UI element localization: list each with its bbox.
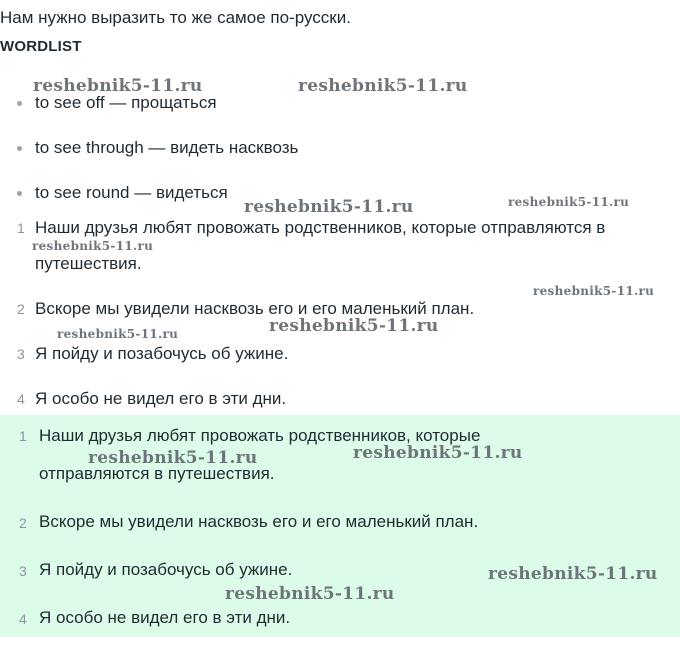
watermark: reshebnik5-11.ru — [508, 195, 630, 209]
watermark: reshebnik5-11.ru — [32, 239, 154, 253]
answer-number: 4 — [19, 611, 27, 627]
watermark: reshebnik5-11.ru — [225, 584, 395, 604]
exercise-number: 2 — [17, 301, 25, 317]
exercise-text: Вскоре мы увидели насквозь его и его маленький план. — [35, 299, 475, 318]
bullet-icon — [17, 146, 22, 151]
answer-number: 2 — [19, 515, 27, 531]
watermark: reshebnik5-11.ru — [488, 564, 658, 584]
answer-text: Я пойду и позабочусь об ужине. — [39, 560, 293, 579]
exercise-number: 1 — [17, 220, 25, 236]
watermark: reshebnik5-11.ru — [244, 197, 414, 217]
answer-number: 3 — [19, 563, 27, 579]
bullet-icon — [17, 101, 22, 106]
exercise-text: Наши друзья любят провожать родственников, которые отправляются в — [35, 218, 606, 237]
exercise-text: Я особо не видел его в эти дни. — [35, 389, 287, 408]
answer-text: отправляются в путешествия. — [39, 464, 275, 483]
watermark: reshebnik5-11.ru — [269, 316, 439, 336]
answer-text: Наши друзья любят провожать родственников, которые — [39, 426, 481, 445]
watermark: reshebnik5-11.ru — [353, 443, 523, 463]
wordlist-item: to see round — видеться — [35, 183, 228, 202]
watermark: reshebnik5-11.ru — [57, 327, 179, 341]
watermark: reshebnik5-11.ru — [33, 76, 203, 96]
answer-text: Я особо не видел его в эти дни. — [39, 608, 291, 627]
wordlist-title: WORDLIST — [0, 38, 82, 55]
exercise-number: 3 — [17, 346, 25, 362]
answer-text: Вскоре мы увидели насквозь его и его маленький план. — [39, 512, 479, 531]
answer-number: 1 — [19, 428, 27, 444]
exercise-number: 4 — [17, 391, 25, 407]
watermark: reshebnik5-11.ru — [88, 448, 258, 468]
bullet-icon — [17, 191, 22, 196]
intro-text: Нам нужно выразить то же самое по-русски. — [0, 8, 351, 27]
watermark: reshebnik5-11.ru — [298, 76, 468, 96]
watermark: reshebnik5-11.ru — [533, 284, 655, 298]
exercise-text: Я пойду и позабочусь об ужине. — [35, 344, 289, 363]
wordlist-item: to see through — видеть насквозь — [35, 138, 299, 157]
wordlist-item: to see off — прощаться — [35, 93, 217, 112]
exercise-text: путешествия. — [35, 254, 142, 273]
